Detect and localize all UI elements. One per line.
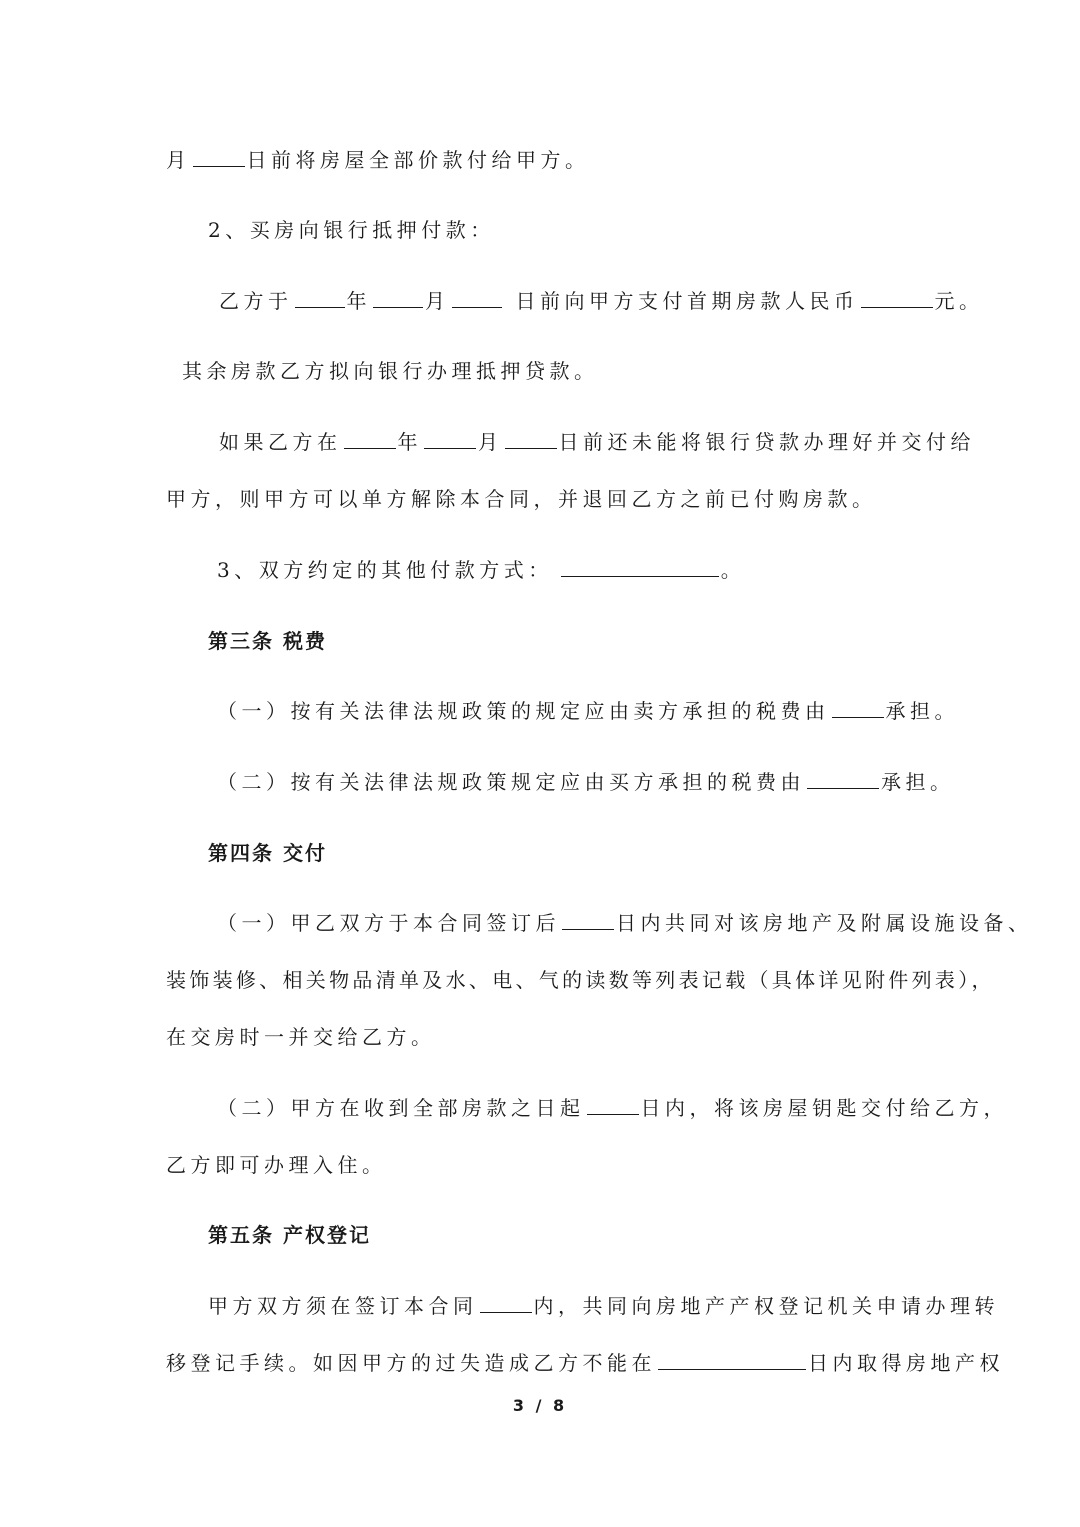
blank	[832, 699, 884, 718]
text-line: 甲方，则甲方可以单方解除本合同，并退回乙方之前已付购房款。	[166, 487, 877, 511]
blank	[587, 1096, 639, 1115]
blank	[424, 430, 476, 449]
blank	[505, 430, 557, 449]
blank	[807, 770, 879, 789]
blank	[373, 289, 423, 308]
text-line: 如果乙方在 年 月 日前还未能将银行贷款办理好并交付给	[219, 430, 975, 454]
blank	[344, 430, 396, 449]
text-line: 其余房款乙方拟向银行办理抵押贷款。	[182, 359, 599, 383]
text-line: 装饰装修、相关物品清单及水、电、气的读数等列表记载（具体详见附件列表），	[166, 968, 995, 992]
blank	[561, 558, 719, 577]
page-number: 3 / 8	[512, 1396, 568, 1415]
section-heading: 第四条 交付	[208, 841, 327, 865]
blank	[480, 1294, 532, 1313]
text-line: 乙方即可办理入住。	[166, 1153, 387, 1177]
text-line: （二）按有关法律法规政策规定应由买方承担的税费由 承担。	[217, 770, 955, 794]
blank	[295, 289, 345, 308]
text-line: 3、双方约定的其他付款方式： 。	[217, 558, 746, 582]
blank	[452, 289, 502, 308]
text-line: （一）甲乙双方于本合同签订后 日内共同对该房地产及附属设施设备、	[217, 911, 1033, 935]
text-line: （二）甲方在收到全部房款之日起 日内，将该房屋钥匙交付给乙方，	[217, 1096, 1008, 1120]
blank	[861, 289, 933, 308]
text-line: 2、买房向银行抵押付款：	[208, 218, 495, 242]
blank	[562, 911, 614, 930]
text-line: 甲方双方须在签订本合同 内，共同向房地产产权登记机关申请办理转	[208, 1294, 999, 1318]
text-line: 移登记手续。如因甲方的过失造成乙方不能在 日内取得房地产权	[166, 1351, 1004, 1375]
blank	[193, 148, 245, 167]
text-line: 乙方于 年 月 日前向甲方支付首期房款人民币 元。	[219, 289, 984, 313]
blank	[658, 1351, 806, 1370]
section-heading: 第五条 产权登记	[208, 1223, 371, 1247]
text-line: （一）按有关法律法规政策的规定应由卖方承担的税费由 承担。	[217, 699, 959, 723]
text-line: 在交房时一并交给乙方。	[166, 1025, 436, 1049]
section-heading: 第三条 税费	[208, 629, 327, 653]
text-line: 月 日前将房屋全部价款付给甲方。	[166, 148, 590, 172]
